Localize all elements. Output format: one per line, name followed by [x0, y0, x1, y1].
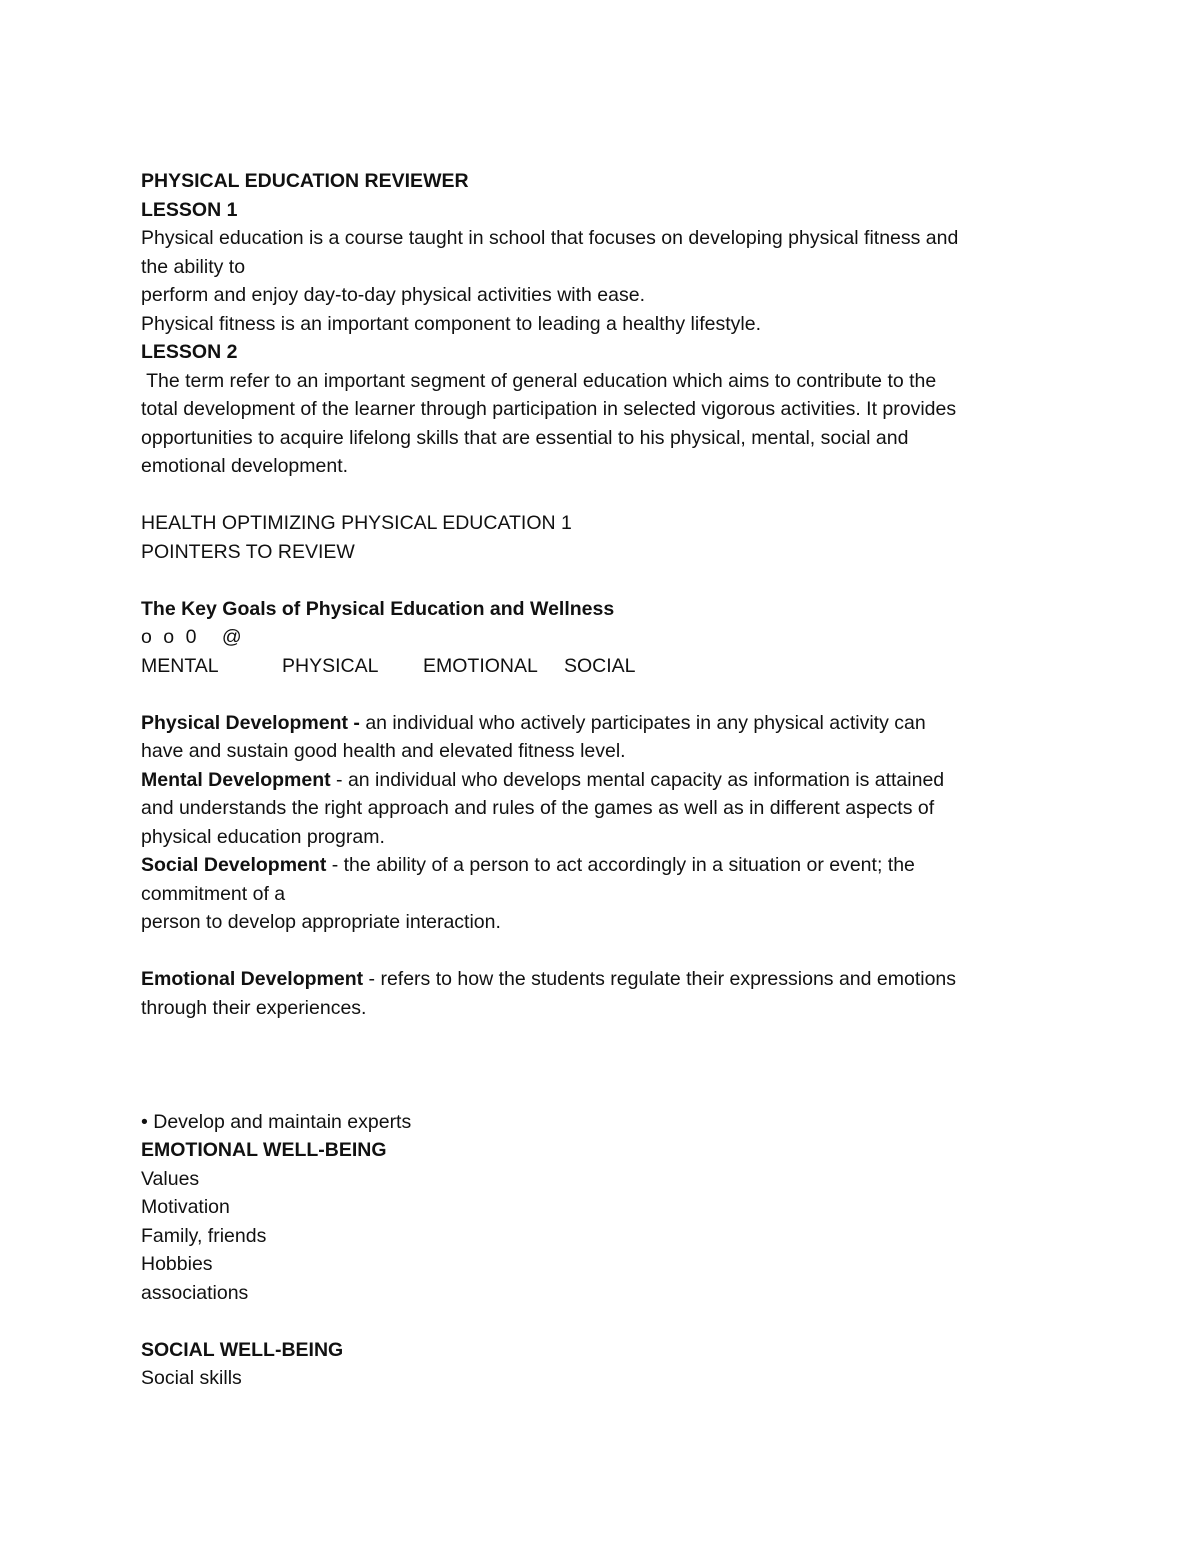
lesson2-heading: LESSON 2 — [141, 341, 238, 363]
emotional-development-text: - refers to how the students regulate their expressions and emotions — [363, 968, 957, 990]
lesson2-text-line: total development of the learner through participation in selected vigorous activities. It provides — [141, 398, 957, 420]
goal-symbol: o — [163, 626, 175, 648]
social-development-term: Social Development — [141, 854, 327, 876]
mental-development-text: and understands the right approach and rules of the games as well as in different aspects of — [141, 797, 935, 819]
goal-symbol: o — [141, 626, 152, 648]
spacer — [141, 1307, 1061, 1336]
emotional-wellbeing-item: Family, friends — [141, 1224, 267, 1247]
social-development-text: - the ability of a person to act accordingly in a situation or event; the — [326, 854, 915, 876]
goal-labels-row — [141, 652, 1061, 681]
bullet-item: • Develop and maintain experts — [141, 1110, 412, 1133]
document-title: PHYSICAL EDUCATION REVIEWER — [141, 170, 469, 192]
social-development-text: person to develop appropriate interaction. — [141, 911, 501, 933]
lesson1-text-line: Physical education is a course taught in school that focuses on developing physical fitness and — [141, 227, 959, 249]
emotional-development-text: through their experiences. — [141, 996, 367, 1019]
emotional-wellbeing-item: Hobbies — [141, 1253, 213, 1275]
mental-development-text: physical education program. — [141, 825, 385, 848]
physical-development-line — [141, 709, 1061, 738]
spacer — [141, 566, 1061, 595]
social-development-line — [141, 851, 1061, 880]
lesson1-text-line: perform and enjoy day-to-day physical activities with ease. — [141, 284, 645, 306]
mental-development-term: Mental Development — [141, 768, 331, 791]
emotional-wellbeing-item: Motivation — [141, 1196, 230, 1218]
spacer — [141, 1022, 1061, 1051]
spacer — [141, 1051, 1061, 1080]
hope-title: HEALTH OPTIMIZING PHYSICAL EDUCATION 1 — [141, 512, 572, 534]
goal-symbols-row — [141, 623, 1061, 652]
goal-symbol: @ — [221, 626, 242, 648]
lesson2-text-line: opportunities to acquire lifelong skills that are essential to his physical, mental, social and — [141, 426, 909, 449]
goal-label-emotional: EMOTIONAL — [423, 654, 538, 677]
emotional-wellbeing-item: associations — [141, 1281, 249, 1304]
spacer — [141, 481, 1061, 510]
lesson1-text-line: the ability to — [141, 255, 246, 278]
document-page — [141, 167, 1061, 1393]
physical-development-text: an individual who actively participates in any physical activity can — [365, 711, 926, 734]
goal-label-mental: MENTAL — [141, 654, 219, 677]
lesson2-text-line: The term refer to an important segment of general education which aims to contribute to the — [141, 369, 937, 392]
goal-label-physical: PHYSICAL — [282, 654, 379, 677]
goal-label-social: SOCIAL — [564, 654, 636, 677]
goal-symbol: 0 — [185, 626, 197, 648]
key-goals-heading: The Key Goals of Physical Education and Wellness — [141, 597, 615, 620]
mental-development-line — [141, 766, 1061, 795]
lesson1-text-line: Physical fitness is an important component to leading a healthy lifestyle. — [141, 312, 762, 335]
emotional-development-term: Emotional Development — [141, 968, 364, 990]
mental-development-text: - an individual who develops mental capacity as information is attained — [330, 768, 945, 791]
physical-development-term: Physical Development - — [141, 711, 366, 734]
emotional-wellbeing-heading: EMOTIONAL WELL-BEING — [141, 1139, 387, 1161]
emotional-development-line — [141, 965, 1061, 994]
emotional-wellbeing-item: Values — [141, 1167, 200, 1190]
spacer — [141, 1079, 1061, 1108]
spacer — [141, 680, 1061, 709]
lesson2-text-line: emotional development. — [141, 455, 349, 477]
social-wellbeing-item: Social skills — [141, 1367, 242, 1389]
hope-subtitle: POINTERS TO REVIEW — [141, 540, 355, 563]
social-wellbeing-heading: SOCIAL WELL-BEING — [141, 1338, 344, 1361]
physical-development-text: have and sustain good health and elevated fitness level. — [141, 740, 626, 762]
lesson1-heading: LESSON 1 — [141, 198, 238, 221]
spacer — [141, 937, 1061, 966]
social-development-text: commitment of a — [141, 882, 286, 905]
